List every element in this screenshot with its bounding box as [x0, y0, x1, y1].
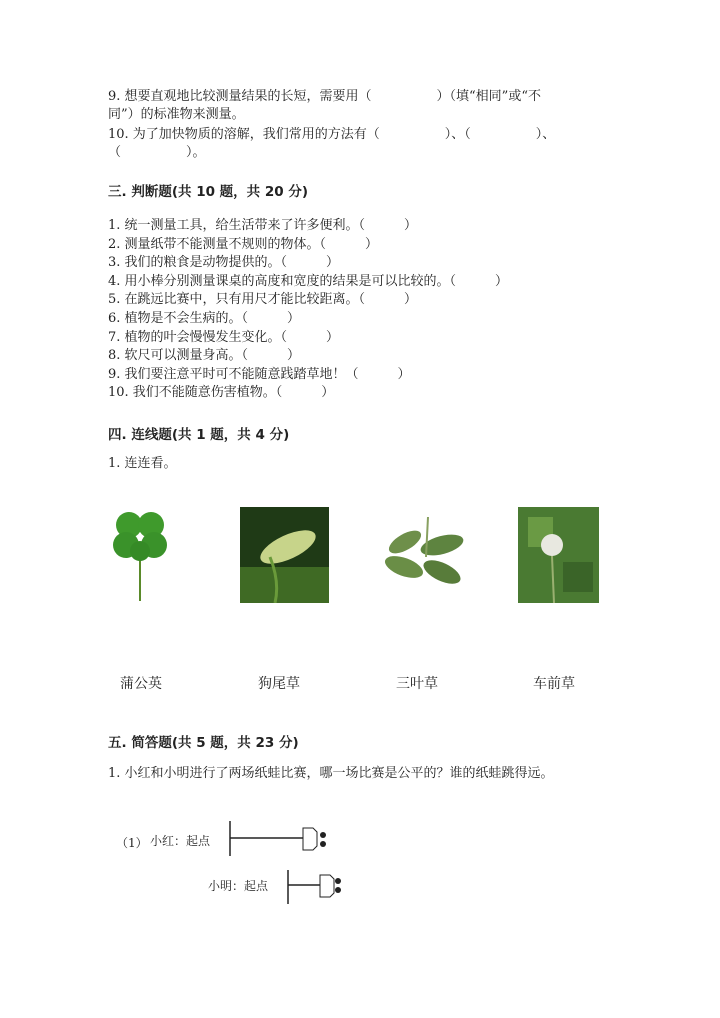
judge-item: 5. 在跳远比赛中，只有用尺才能比较距离。（ ） — [108, 292, 418, 308]
plantain-image — [380, 507, 470, 603]
fill-q10-line2: （ ）。 — [108, 145, 206, 160]
judge-item: 9. 我们要注意平时可不能随意践踏草地！（ ） — [108, 366, 411, 382]
match-label: 车前草 — [533, 676, 575, 692]
short-answer-question: 1. 小红和小明进行了两场纸蛙比赛，哪一场比赛是公平的？谁的纸蛙跳得远。 — [108, 766, 554, 781]
match-question: 1. 连连看。 — [108, 456, 177, 471]
section5-title: 五. 简答题(共 5 题，共 23 分) — [108, 735, 299, 751]
xiaohong-label: 小红：起点 — [150, 834, 211, 848]
judge-item: 6. 植物是不会生病的。（ ） — [108, 311, 301, 326]
judge-item: 1. 统一测量工具，给生活带来了许多便利。（ ） — [108, 218, 418, 233]
fill-q9-line1: 9. 想要直观地比较测量结果的长短，需要用（ ）（填“相同”或“不 — [108, 89, 541, 104]
clover-image — [108, 507, 168, 603]
match-label: 三叶草 — [396, 676, 438, 692]
diagram-number: （1） — [116, 836, 148, 850]
fill-q9-line2: 同”）的标准物来测量。 — [108, 107, 245, 122]
xiaoming-label: 小明：起点 — [208, 879, 269, 893]
fill-q10-line1: 10. 为了加快物质的溶解，我们常用的方法有（ ）、（ ）、 — [108, 127, 556, 142]
judge-item: 8. 软尺可以测量身高。（ ） — [108, 348, 301, 364]
frog-race-diagram — [225, 818, 345, 908]
judge-item: 10. 我们不能随意伤害植物。（ ） — [108, 385, 335, 401]
match-label: 蒲公英 — [120, 676, 162, 692]
judge-item: 4. 用小棒分别测量课桌的高度和宽度的结果是可以比较的。（ ） — [108, 273, 509, 289]
judge-item: 3. 我们的粮食是动物提供的。（ ） — [108, 255, 340, 271]
judge-item: 7. 植物的叶会慢慢发生变化。（ ） — [108, 329, 340, 345]
foxtail-grass-image — [240, 507, 329, 603]
section3-title: 三. 判断题(共 10 题，共 20 分) — [108, 184, 309, 200]
judge-item: 2. 测量纸带不能测量不规则的物体。（ ） — [108, 236, 379, 252]
dandelion-image — [518, 507, 599, 603]
match-label: 狗尾草 — [258, 676, 300, 692]
section4-title: 四. 连线题(共 1 题，共 4 分) — [108, 427, 290, 443]
